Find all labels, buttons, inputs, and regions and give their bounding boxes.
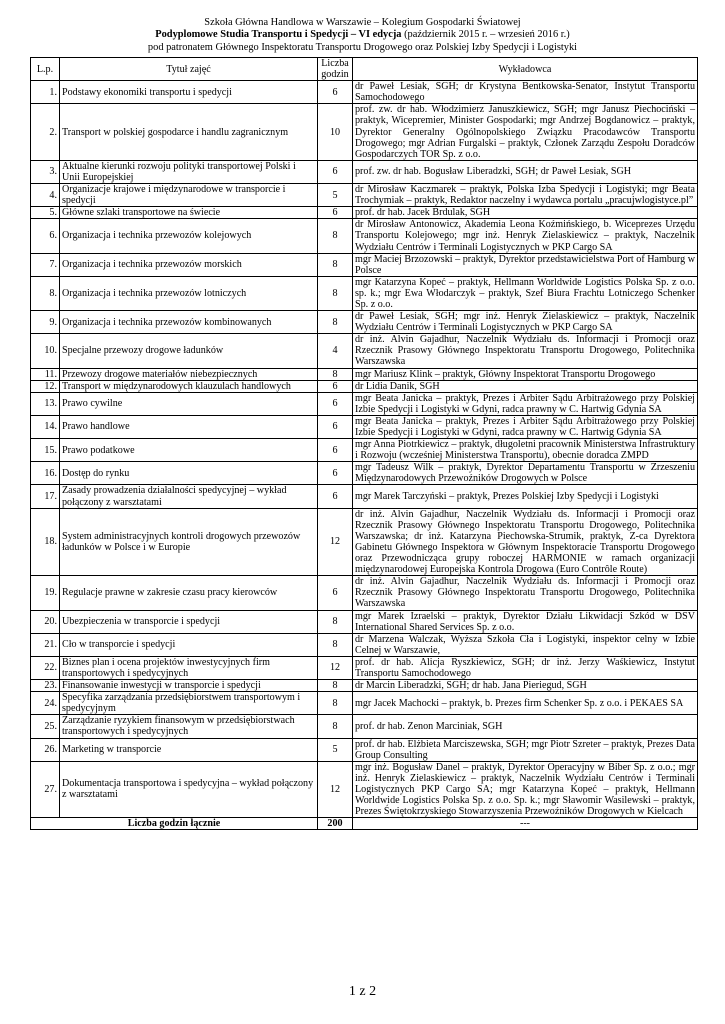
table-row [31, 184, 698, 207]
row-lp: 7. [31, 253, 60, 276]
table-row [31, 311, 698, 334]
document-header [0, 17, 725, 54]
row-title: Organizacja i technika przewozów kolejowych [60, 219, 318, 253]
table-row [31, 276, 698, 310]
row-lp: 8. [31, 276, 60, 310]
row-lecturers: dr Mirosław Kaczmarek – praktyk, Polska Izba Spedycji i Logistyki; mgr Beata Trochymiak – praktyk, Redaktor naczelny i wydawca portalu „pracujwlogistyce.pl” [353, 184, 698, 207]
row-lecturers: mgr inż. Bogusław Danel – praktyk, Dyrektor Operacyjny w Biber Sp. z o.o.; mgr inż. Henryk Zielaskiewicz – praktyk, Naczelnik Wydziału Centrów i Terminali Logistycznych PKP Cargo SA; mgr Katarzyna Kopeć – praktyk, Hellmann Worldwide Logistics Polska Sp. z o.o. Sp. k.; mgr Sławomir Wasilewski – praktyk, Prezes Świętokrzyskiego Stowarzyszenia Przewoźników Drogowych w Kielcach [353, 761, 698, 817]
total-lecturers: --- [353, 818, 698, 830]
row-hours: 8 [318, 680, 353, 692]
row-hours: 8 [318, 311, 353, 334]
row-title: Główne szlaki transportowe na świecie [60, 207, 318, 219]
table-row [31, 104, 698, 160]
table-row [31, 692, 698, 715]
row-lecturers: dr inż. Alvin Gajadhur, Naczelnik Wydziału ds. Informacji i Promocji oraz Rzecznik Prasowy Głównego Inspektoratu Transportu Drogowego, Politechnika Warszawska; dr inż. Katarzyna Piechowska-Strumik, praktyk, Z-ca Dyrektora Gabinetu Głównego Inspektora w Głównym Inspektoracie Transportu Drogowego oraz Przewodnicząca grupy roboczej HARMONIE w ramach organizacji międzynarodowej Europejska Kontrola Drogowa (Euro Contrôle Route) [353, 508, 698, 576]
table-row [31, 334, 698, 368]
row-hours: 8 [318, 715, 353, 738]
row-title: Specjalne przewozy drogowe ładunków [60, 334, 318, 368]
row-lp: 13. [31, 392, 60, 415]
row-title: Biznes plan i ocena projektów inwestycyjnych firm transportowych i spedycyjnych [60, 656, 318, 679]
row-lecturers: mgr Tadeusz Wilk – praktyk, Dyrektor Departamentu Transportu w Zrzeszeniu Międzynarodowych Przewoźników Drogowych w Polsce [353, 462, 698, 485]
row-title: Organizacja i technika przewozów kombinowanych [60, 311, 318, 334]
table-row [31, 219, 698, 253]
row-lp: 3. [31, 160, 60, 183]
row-hours: 6 [318, 462, 353, 485]
row-lecturers: prof. dr hab. Jacek Brdulak, SGH [353, 207, 698, 219]
row-title: Dostęp do rynku [60, 462, 318, 485]
row-title: Prawo cywilne [60, 392, 318, 415]
row-lecturers: dr inż. Alvin Gajadhur, Naczelnik Wydziału ds. Informacji i Promocji oraz Rzecznik Prasowy Głównego Inspektoratu Transportu Drogowego, Politechnika Warszawska [353, 576, 698, 610]
row-hours: 6 [318, 380, 353, 392]
header-program-dates: (październik 2015 r. – wrzesień 2016 r.) [401, 29, 570, 41]
row-hours: 6 [318, 415, 353, 438]
row-title: Organizacja i technika przewozów lotniczych [60, 276, 318, 310]
row-hours: 5 [318, 184, 353, 207]
row-lp: 5. [31, 207, 60, 219]
table-row [31, 738, 698, 761]
row-lp: 20. [31, 610, 60, 633]
row-lp: 23. [31, 680, 60, 692]
header-title: Tytuł zajęć [60, 58, 318, 81]
table-row [31, 415, 698, 438]
row-lecturers: mgr Maciej Brzozowski – praktyk, Dyrektor przedstawicielstwa Port of Hamburg w Polsce [353, 253, 698, 276]
row-title: Podstawy ekonomiki transportu i spedycji [60, 81, 318, 104]
row-title: Zarządzanie ryzykiem finansowym w przedsiębiorstwach transportowych i spedycyjnych [60, 715, 318, 738]
row-hours: 6 [318, 392, 353, 415]
schedule-table [30, 57, 698, 830]
header-program-name: Podyplomowe Studia Transportu i Spedycji – VI edycja [155, 29, 402, 41]
row-title: System administracyjnych kontroli drogowych przewozów ładunków w Polsce i w Europie [60, 508, 318, 576]
row-hours: 6 [318, 485, 353, 508]
row-lp: 16. [31, 462, 60, 485]
table-row [31, 715, 698, 738]
row-lecturers: mgr Marek Tarczyński – praktyk, Prezes Polskiej Izby Spedycji i Logistyki [353, 485, 698, 508]
row-title: Transport w międzynarodowych klauzulach handlowych [60, 380, 318, 392]
table-row [31, 462, 698, 485]
row-lecturers: prof. zw. dr hab. Bogusław Liberadzki, SGH; dr Paweł Lesiak, SGH [353, 160, 698, 183]
table-row [31, 656, 698, 679]
row-lp: 22. [31, 656, 60, 679]
row-lp: 10. [31, 334, 60, 368]
row-lecturers: dr Paweł Lesiak, SGH; dr Krystyna Bentkowska-Senator, Instytut Transportu Samochodowego [353, 81, 698, 104]
row-lp: 14. [31, 415, 60, 438]
row-lp: 2. [31, 104, 60, 160]
row-hours: 10 [318, 104, 353, 160]
table-row [31, 380, 698, 392]
row-lecturers: dr Paweł Lesiak, SGH; mgr inż. Henryk Zielaskiewicz – praktyk, Naczelnik Wydziału Centrów i Terminali Logistycznych w PKP Cargo SA [353, 311, 698, 334]
table-row [31, 485, 698, 508]
row-hours: 8 [318, 253, 353, 276]
row-hours: 12 [318, 508, 353, 576]
total-hours: 200 [318, 818, 353, 830]
row-lp: 15. [31, 439, 60, 462]
header-institution: Szkoła Główna Handlowa w Warszawie – Kolegium Gospodarki Światowej [204, 17, 521, 28]
row-hours: 8 [318, 368, 353, 380]
table-row [31, 160, 698, 183]
row-title: Finansowanie inwestycji w transporcie i spedycji [60, 680, 318, 692]
row-title: Przewozy drogowe materiałów niebezpiecznych [60, 368, 318, 380]
row-lp: 24. [31, 692, 60, 715]
row-hours: 8 [318, 692, 353, 715]
row-lecturers: mgr Marek Izraelski – praktyk, Dyrektor Działu Likwidacji Szkód w DSV International Shared Services Sp. z o.o. [353, 610, 698, 633]
row-lp: 17. [31, 485, 60, 508]
header-lecturers: Wykładowca [353, 58, 698, 81]
row-title: Regulacje prawne w zakresie czasu pracy kierowców [60, 576, 318, 610]
row-title: Marketing w transporcie [60, 738, 318, 761]
row-lp: 27. [31, 761, 60, 817]
header-program [0, 29, 725, 41]
row-lp: 12. [31, 380, 60, 392]
row-lecturers: mgr Katarzyna Kopeć – praktyk, Hellmann Worldwide Logistics Polska Sp. z o.o. sp. k.; mgr Ewa Włodarczyk – praktyk, Szef Biura Frachtu Lotniczego Schenker Sp. z o.o. [353, 276, 698, 310]
row-hours: 12 [318, 656, 353, 679]
row-title: Organizacje krajowe i międzynarodowe w transporcie i spedycji [60, 184, 318, 207]
table-row [31, 253, 698, 276]
row-title: Dokumentacja transportowa i spedycyjna – wykład połączony z warsztatami [60, 761, 318, 817]
row-lp: 6. [31, 219, 60, 253]
row-lecturers: mgr Anna Piotrkiewicz – praktyk, długoletni pracownik Ministerstwa Infrastruktury i Rozwoju (wcześniej Ministerstwa Transportu), obecnie doradca ZMPD [353, 439, 698, 462]
row-lp: 1. [31, 81, 60, 104]
row-title: Cło w transporcie i spedycji [60, 633, 318, 656]
row-title: Aktualne kierunki rozwoju polityki transportowej Polski i Unii Europejskiej [60, 160, 318, 183]
row-lecturers: mgr Beata Janicka – praktyk, Prezes i Arbiter Sądu Arbitrażowego przy Polskiej Izbie Spedycji i Logistyki w Gdyni, radca prawny w C. Hartwig Gdynia SA [353, 415, 698, 438]
row-hours: 8 [318, 276, 353, 310]
row-lp: 11. [31, 368, 60, 380]
total-row [31, 818, 698, 830]
header-hours: Liczba godzin [318, 58, 353, 81]
row-hours: 12 [318, 761, 353, 817]
row-lp: 18. [31, 508, 60, 576]
row-lecturers: mgr Jacek Machocki – praktyk, b. Prezes firm Schenker Sp. z o.o. i PEKAES SA [353, 692, 698, 715]
row-lecturers: prof. zw. dr hab. Włodzimierz Januszkiewicz, SGH; mgr Janusz Piechociński – praktyk, Wicepremier, Minister Gospodarki; mgr Andrzej Bogdanowicz – praktyk, Dyrektor Generalny Ogólnopolskiego Związku Pracodawców Transportu Drogowego; mgr Adrian Furgalski – praktyk, Członek Zarządu Zespołu Doradców Gospodarczych TOR Sp. z o.o. [353, 104, 698, 160]
row-lp: 19. [31, 576, 60, 610]
row-title: Ubezpieczenia w transporcie i spedycji [60, 610, 318, 633]
row-hours: 8 [318, 633, 353, 656]
row-lecturers: prof. dr hab. Zenon Marciniak, SGH [353, 715, 698, 738]
table-row [31, 392, 698, 415]
row-lp: 4. [31, 184, 60, 207]
table-header-row [31, 58, 698, 81]
row-hours: 5 [318, 738, 353, 761]
row-lp: 21. [31, 633, 60, 656]
page-number: 1 z 2 [348, 984, 377, 999]
row-hours: 6 [318, 576, 353, 610]
table-row [31, 610, 698, 633]
row-title: Prawo handlowe [60, 415, 318, 438]
table-row [31, 680, 698, 692]
row-title: Organizacja i technika przewozów morskich [60, 253, 318, 276]
table-row [31, 439, 698, 462]
row-title: Zasady prowadzenia działalności spedycyjnej – wykład połączony z warsztatami [60, 485, 318, 508]
table-row [31, 633, 698, 656]
row-title: Transport w polskiej gospodarce i handlu zagranicznym [60, 104, 318, 160]
row-lecturers: mgr Beata Janicka – praktyk, Prezes i Arbiter Sądu Arbitrażowego przy Polskiej Izbie Spedycji i Logistyki w Gdyni, radca prawny w C. Hartwig Gdynia SA [353, 392, 698, 415]
table-row [31, 368, 698, 380]
row-lecturers: prof. dr hab. Alicja Ryszkiewicz, SGH; dr inż. Jerzy Waśkiewicz, Instytut Transportu Samochodowego [353, 656, 698, 679]
row-lecturers: dr Marcin Liberadzki, SGH; dr hab. Jana Pieriegud, SGH [353, 680, 698, 692]
row-lecturers: dr Lidia Danik, SGH [353, 380, 698, 392]
row-hours: 6 [318, 81, 353, 104]
total-label: Liczba godzin łącznie [31, 818, 318, 830]
row-title: Prawo podatkowe [60, 439, 318, 462]
row-lp: 25. [31, 715, 60, 738]
row-lecturers: dr inż. Alvin Gajadhur, Naczelnik Wydziału ds. Informacji i Promocji oraz Rzecznik Prasowy Głównego Inspektoratu Transportu Drogowego, Politechnika Warszawska [353, 334, 698, 368]
row-lecturers: dr Marzena Walczak, Wyższa Szkoła Cła i Logistyki, inspektor celny w Izbie Celnej w Warszawie, [353, 633, 698, 656]
table-row [31, 761, 698, 817]
row-lecturers: mgr Mariusz Klink – praktyk, Główny Inspektorat Transportu Drogowego [353, 368, 698, 380]
table-row [31, 207, 698, 219]
table-row [31, 576, 698, 610]
row-lp: 26. [31, 738, 60, 761]
header-patronage: pod patronatem Głównego Inspektoratu Transportu Drogowego oraz Polskiej Izby Spedycji i Logistyki [147, 41, 578, 53]
row-lecturers: dr Mirosław Antonowicz, Akademia Leona Koźmińskiego, b. Wiceprezes Urzędu Transportu Kolejowego; mgr inż. Henryk Zielaskiewicz – praktyk, Naczelnik Wydziału Centrów i Terminali Logistycznych w PKP Cargo SA [353, 219, 698, 253]
row-hours: 6 [318, 160, 353, 183]
row-title: Specyfika zarządzania przedsiębiorstwem transportowym i spedycyjnym [60, 692, 318, 715]
table-row [31, 81, 698, 104]
row-hours: 4 [318, 334, 353, 368]
row-hours: 8 [318, 219, 353, 253]
row-hours: 6 [318, 207, 353, 219]
table-row [31, 508, 698, 576]
row-hours: 6 [318, 439, 353, 462]
header-lp: L.p. [31, 58, 60, 81]
row-hours: 8 [318, 610, 353, 633]
row-lecturers: prof. dr hab. Elżbieta Marciszewska, SGH; mgr Piotr Szreter – praktyk, Prezes Data Group Consulting [353, 738, 698, 761]
row-lp: 9. [31, 311, 60, 334]
